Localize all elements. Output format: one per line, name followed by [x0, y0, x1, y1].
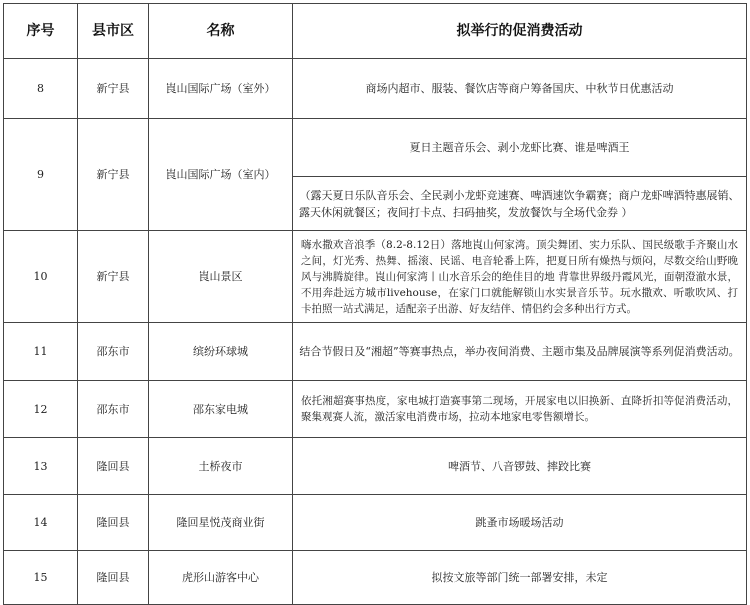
cell-name: 邵东家电城	[149, 381, 293, 438]
cell-activity: 商场内超市、服装、餐饮店等商户筹备国庆、中秋节日优惠活动	[293, 59, 747, 119]
cell-name: 隆回星悦茂商业街	[149, 495, 293, 551]
cell-activity: 嗨水撒欢音浪季（8.2-8.12日）落地崀山何家湾。顶尖舞团、实力乐队、国民级歌手齐聚山水之间，灯光秀、热舞、摇滚、民谣、电音轮番上阵，把夏日所有燥热与烦闷，尽数交给山野晚风与沸腾旋律。崀山何家湾丨山水音乐会的绝佳目的地 背靠世界级丹霞风光，面朝澄澈水景，不用奔赴远方城市livehouse，在家门口就能解锁山水实景音乐节。玩水撒欢、听歌吹风、打卡拍照一站式满足，适配亲子出游、好友结伴、情侣约会多种出行方式。	[293, 231, 747, 323]
cell-activity: 拟按文旅等部门统一部署安排，未定	[293, 551, 747, 605]
header-activity: 拟举行的促消费活动	[293, 4, 747, 59]
cell-no: 10	[4, 231, 78, 323]
table-header-row	[4, 4, 747, 59]
cell-no: 11	[4, 323, 78, 381]
cell-activity: 结合节假日及“湘超”等赛事热点，举办夜间消费、主题市集及品牌展演等系列促消费活动。	[293, 323, 747, 381]
table-row	[4, 231, 747, 323]
cell-activity: 依托湘超赛事热度，家电城打造赛事第二现场，开展家电以旧换新、直降折扣等促消费活动，聚集观赛人流，激活家电消费市场，拉动本地家电零售额增长。	[293, 381, 747, 438]
cell-activity: 跳蚤市场暖场活动	[293, 495, 747, 551]
cell-name: 崀山景区	[149, 231, 293, 323]
cell-county: 隆回县	[78, 551, 149, 605]
cell-no: 14	[4, 495, 78, 551]
cell-name: 缤纷环球城	[149, 323, 293, 381]
cell-county: 隆回县	[78, 495, 149, 551]
cell-no: 9	[4, 119, 78, 231]
table-row	[4, 381, 747, 438]
cell-county: 新宁县	[78, 119, 149, 231]
cell-name: 崀山国际广场（室外）	[149, 59, 293, 119]
cell-activity: 啤酒节、八音锣鼓、摔跤比赛	[293, 438, 747, 495]
table-row	[4, 323, 747, 381]
cell-activity: 夏日主题音乐会、剥小龙虾比赛、谁是啤酒王	[293, 119, 747, 177]
cell-name: 虎形山游客中心	[149, 551, 293, 605]
table-row	[4, 495, 747, 551]
header-name: 名称	[149, 4, 293, 59]
table-row	[4, 119, 747, 177]
cell-no: 12	[4, 381, 78, 438]
table-row	[4, 551, 747, 605]
table-row	[4, 438, 747, 495]
cell-county: 新宁县	[78, 231, 149, 323]
promotion-activities-table	[3, 3, 747, 605]
cell-county: 邵东市	[78, 323, 149, 381]
cell-no: 8	[4, 59, 78, 119]
cell-no: 15	[4, 551, 78, 605]
cell-activity-detail: （露天夏日乐队音乐会、全民剥小龙虾竞速赛、啤酒速饮争霸赛；商户龙虾啤酒特惠展销、露天休闲就餐区；夜间打卡点、扫码抽奖，发放餐饮与全场代金券 ）	[293, 177, 747, 231]
cell-county: 邵东市	[78, 381, 149, 438]
cell-county: 隆回县	[78, 438, 149, 495]
cell-name: 崀山国际广场（室内）	[149, 119, 293, 231]
header-no: 序号	[4, 4, 78, 59]
cell-name: 土桥夜市	[149, 438, 293, 495]
cell-county: 新宁县	[78, 59, 149, 119]
table-row	[4, 59, 747, 119]
header-county: 县市区	[78, 4, 149, 59]
cell-no: 13	[4, 438, 78, 495]
